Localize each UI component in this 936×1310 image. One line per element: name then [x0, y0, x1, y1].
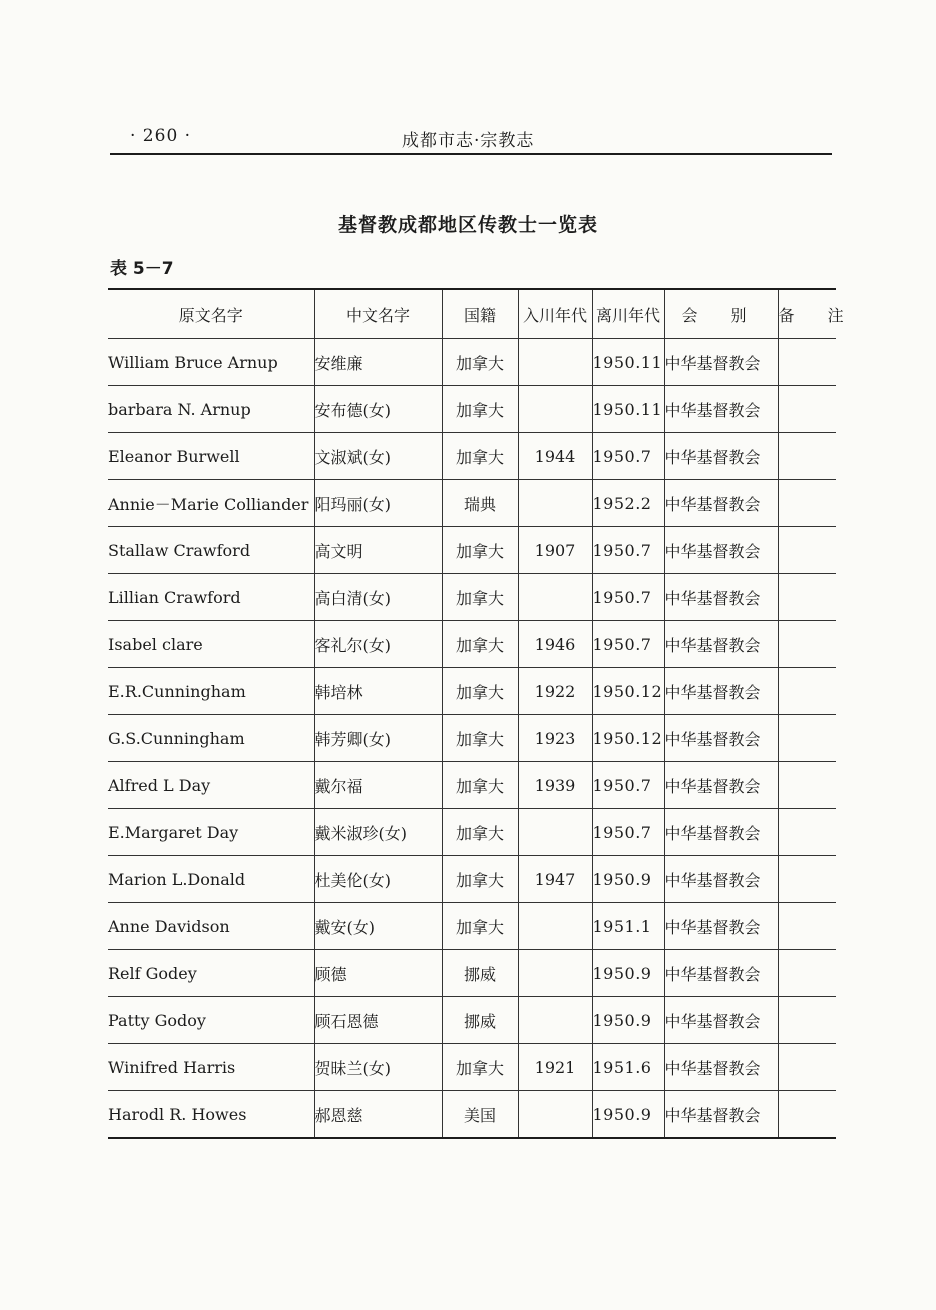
column-header-year-entered: 入川年代 [518, 289, 592, 339]
cell-nationality: 加拿大 [442, 339, 518, 386]
cell-chinese-name: 阳玛丽(女) [314, 480, 442, 527]
cell-nationality: 加拿大 [442, 715, 518, 762]
cell-note [778, 527, 836, 574]
table-body [108, 339, 836, 1139]
cell-note [778, 1044, 836, 1091]
cell-year-left: 1950.7 [592, 433, 664, 480]
cell-chinese-name: 杜美伦(女) [314, 856, 442, 903]
cell-note [778, 715, 836, 762]
column-header-note: 备 注 [778, 289, 836, 339]
cell-chinese-name: 高白清(女) [314, 574, 442, 621]
cell-original-name: Isabel clare [108, 621, 314, 668]
cell-year-entered [518, 386, 592, 433]
cell-year-left: 1950.7 [592, 809, 664, 856]
cell-nationality: 加拿大 [442, 386, 518, 433]
table-row [108, 621, 836, 668]
column-header-year-left: 离川年代 [592, 289, 664, 339]
cell-original-name: Alfred L Day [108, 762, 314, 809]
cell-nationality: 挪威 [442, 950, 518, 997]
cell-nationality: 加拿大 [442, 809, 518, 856]
table-label: 表 5－7 [110, 259, 174, 279]
table-row [108, 856, 836, 903]
cell-year-entered [518, 339, 592, 386]
cell-nationality: 加拿大 [442, 762, 518, 809]
cell-year-left: 1951.6 [592, 1044, 664, 1091]
cell-organization: 中华基督教会 [664, 809, 778, 856]
table-row [108, 715, 836, 762]
page-number: · 260 · [130, 126, 192, 146]
column-header-original-name: 原文名字 [108, 289, 314, 339]
cell-nationality: 加拿大 [442, 668, 518, 715]
cell-organization: 中华基督教会 [664, 715, 778, 762]
cell-year-left: 1950.11 [592, 339, 664, 386]
table-row [108, 527, 836, 574]
cell-chinese-name: 顾德 [314, 950, 442, 997]
cell-original-name: E.Margaret Day [108, 809, 314, 856]
cell-note [778, 386, 836, 433]
cell-original-name: Lillian Crawford [108, 574, 314, 621]
table-row [108, 1091, 836, 1139]
cell-chinese-name: 戴米淑珍(女) [314, 809, 442, 856]
cell-original-name: Stallaw Crawford [108, 527, 314, 574]
cell-year-left: 1950.11 [592, 386, 664, 433]
cell-year-entered [518, 574, 592, 621]
cell-organization: 中华基督教会 [664, 339, 778, 386]
cell-original-name: William Bruce Arnup [108, 339, 314, 386]
missionary-table [108, 288, 858, 1139]
cell-original-name: Marion L.Donald [108, 856, 314, 903]
table-header-row [108, 289, 836, 339]
cell-nationality: 加拿大 [442, 433, 518, 480]
cell-note [778, 903, 836, 950]
cell-year-entered [518, 1091, 592, 1139]
table-row [108, 480, 836, 527]
cell-chinese-name: 高文明 [314, 527, 442, 574]
cell-year-left: 1950.12 [592, 668, 664, 715]
running-head: 成都市志·宗教志 [402, 131, 535, 151]
cell-year-left: 1950.7 [592, 762, 664, 809]
cell-original-name: Annie－Marie Colliander [108, 480, 314, 527]
table-row [108, 386, 836, 433]
cell-organization: 中华基督教会 [664, 997, 778, 1044]
cell-organization: 中华基督教会 [664, 480, 778, 527]
cell-original-name: Anne Davidson [108, 903, 314, 950]
cell-year-left: 1950.7 [592, 527, 664, 574]
cell-note [778, 762, 836, 809]
cell-year-entered: 1947 [518, 856, 592, 903]
cell-year-entered: 1946 [518, 621, 592, 668]
cell-year-left: 1950.12 [592, 715, 664, 762]
cell-year-entered: 1921 [518, 1044, 592, 1091]
cell-chinese-name: 韩培林 [314, 668, 442, 715]
cell-organization: 中华基督教会 [664, 527, 778, 574]
cell-original-name: Eleanor Burwell [108, 433, 314, 480]
header-rule [110, 153, 832, 155]
cell-year-entered [518, 903, 592, 950]
cell-year-left: 1950.9 [592, 1091, 664, 1139]
cell-original-name: Relf Godey [108, 950, 314, 997]
cell-chinese-name: 安维廉 [314, 339, 442, 386]
cell-chinese-name: 戴尔福 [314, 762, 442, 809]
cell-year-entered: 1907 [518, 527, 592, 574]
table-row [108, 903, 836, 950]
cell-organization: 中华基督教会 [664, 856, 778, 903]
cell-nationality: 美国 [442, 1091, 518, 1139]
column-header-organization: 会 别 [664, 289, 778, 339]
cell-organization: 中华基督教会 [664, 621, 778, 668]
table-row [108, 433, 836, 480]
cell-note [778, 950, 836, 997]
table-row [108, 1044, 836, 1091]
cell-organization: 中华基督教会 [664, 903, 778, 950]
cell-note [778, 339, 836, 386]
cell-nationality: 加拿大 [442, 574, 518, 621]
cell-year-entered: 1944 [518, 433, 592, 480]
cell-year-left: 1950.9 [592, 997, 664, 1044]
table-row [108, 339, 836, 386]
column-header-chinese-name: 中文名字 [314, 289, 442, 339]
column-header-nationality: 国籍 [442, 289, 518, 339]
cell-original-name: barbara N. Arnup [108, 386, 314, 433]
cell-year-entered: 1939 [518, 762, 592, 809]
cell-original-name: Patty Godoy [108, 997, 314, 1044]
cell-year-left: 1950.7 [592, 621, 664, 668]
cell-note [778, 574, 836, 621]
table-row [108, 997, 836, 1044]
table-row [108, 809, 836, 856]
cell-chinese-name: 安布德(女) [314, 386, 442, 433]
cell-note [778, 480, 836, 527]
cell-year-entered [518, 950, 592, 997]
cell-year-left: 1950.7 [592, 574, 664, 621]
cell-original-name: E.R.Cunningham [108, 668, 314, 715]
cell-organization: 中华基督教会 [664, 433, 778, 480]
cell-original-name: G.S.Cunningham [108, 715, 314, 762]
cell-chinese-name: 顾石恩德 [314, 997, 442, 1044]
cell-nationality: 加拿大 [442, 856, 518, 903]
cell-chinese-name: 郝恩慈 [314, 1091, 442, 1139]
cell-original-name: Harodl R. Howes [108, 1091, 314, 1139]
cell-year-entered: 1923 [518, 715, 592, 762]
table-row [108, 668, 836, 715]
cell-note [778, 856, 836, 903]
cell-nationality: 加拿大 [442, 903, 518, 950]
cell-note [778, 1091, 836, 1139]
cell-nationality: 加拿大 [442, 527, 518, 574]
cell-note [778, 809, 836, 856]
cell-organization: 中华基督教会 [664, 762, 778, 809]
cell-year-entered [518, 480, 592, 527]
table-row [108, 950, 836, 997]
cell-organization: 中华基督教会 [664, 668, 778, 715]
cell-note [778, 433, 836, 480]
cell-nationality: 瑞典 [442, 480, 518, 527]
cell-organization: 中华基督教会 [664, 386, 778, 433]
cell-note [778, 668, 836, 715]
cell-organization: 中华基督教会 [664, 1091, 778, 1139]
cell-original-name: Winifred Harris [108, 1044, 314, 1091]
cell-chinese-name: 文淑斌(女) [314, 433, 442, 480]
cell-nationality: 挪威 [442, 997, 518, 1044]
cell-organization: 中华基督教会 [664, 574, 778, 621]
cell-nationality: 加拿大 [442, 621, 518, 668]
cell-organization: 中华基督教会 [664, 1044, 778, 1091]
cell-year-left: 1951.1 [592, 903, 664, 950]
cell-chinese-name: 贺昧兰(女) [314, 1044, 442, 1091]
cell-year-entered [518, 809, 592, 856]
table-row [108, 762, 836, 809]
cell-chinese-name: 戴安(女) [314, 903, 442, 950]
cell-year-entered [518, 997, 592, 1044]
cell-chinese-name: 韩芳卿(女) [314, 715, 442, 762]
cell-note [778, 621, 836, 668]
table-row [108, 574, 836, 621]
cell-year-left: 1950.9 [592, 950, 664, 997]
cell-nationality: 加拿大 [442, 1044, 518, 1091]
cell-year-left: 1950.9 [592, 856, 664, 903]
cell-year-entered: 1922 [518, 668, 592, 715]
cell-chinese-name: 客礼尔(女) [314, 621, 442, 668]
cell-organization: 中华基督教会 [664, 950, 778, 997]
table-title: 基督教成都地区传教士一览表 [337, 214, 598, 236]
cell-note [778, 997, 836, 1044]
cell-year-left: 1952.2 [592, 480, 664, 527]
